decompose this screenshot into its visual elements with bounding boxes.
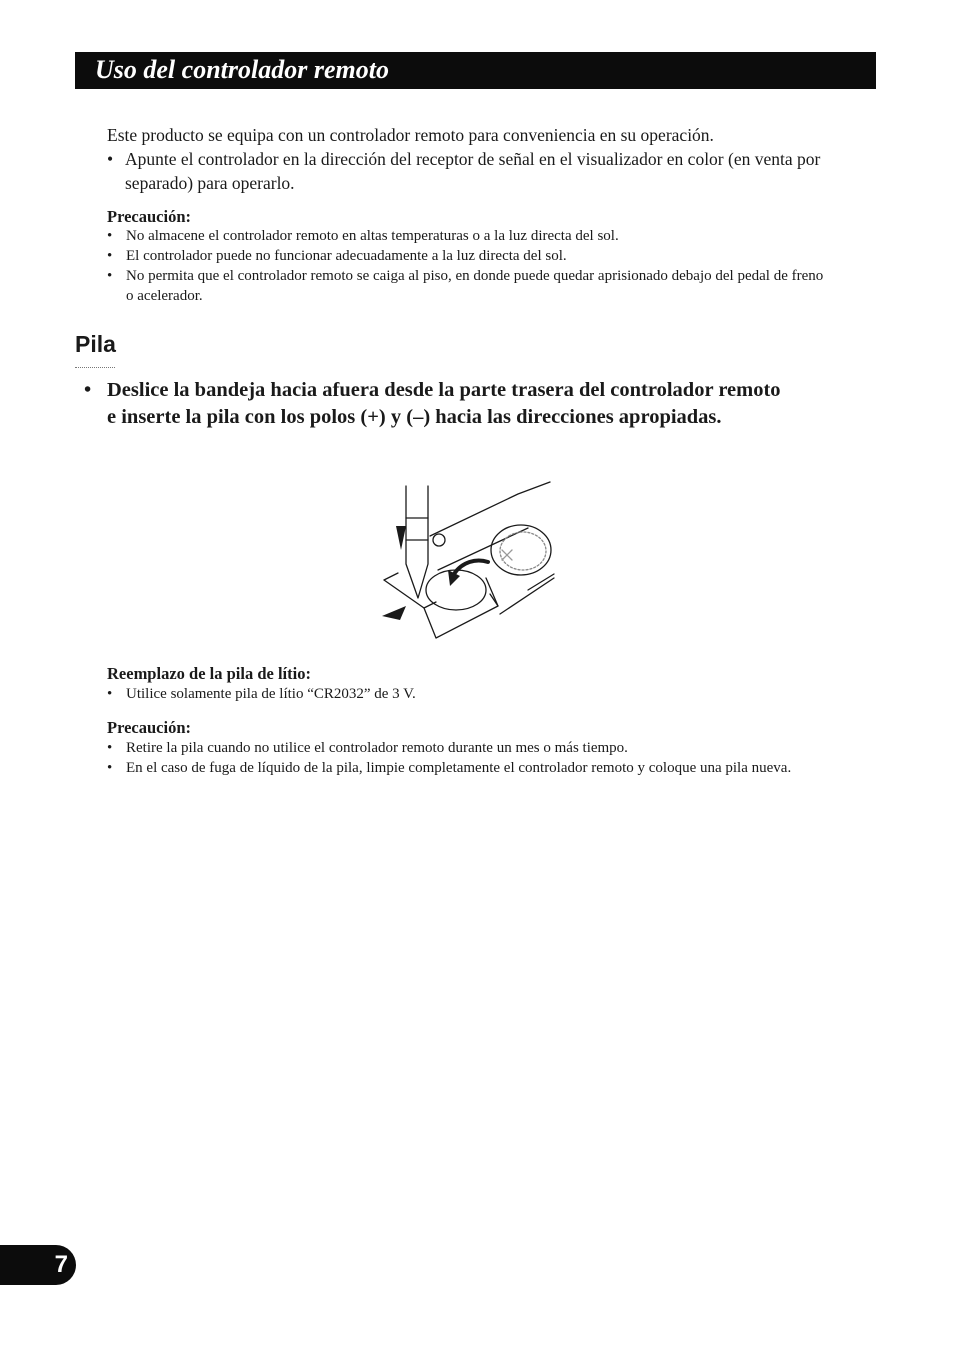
list-item (107, 246, 832, 266)
replacement-heading: Reemplazo de la pila de lítio: (107, 664, 311, 683)
caution-list (107, 738, 832, 778)
list-item-text: Retire la pila cuando no utilice el controlador remoto durante un mes o más tiempo. (126, 740, 628, 756)
intro-bullet-text: Apunte el controlador en la dirección del receptor de señal en el visualizador en color (en venta por separado) para operarlo. (125, 149, 821, 193)
list-item-text: Utilice solamente pila de lítio “CR2032” de 3 V. (126, 686, 416, 702)
page-number-badge (0, 1245, 76, 1285)
list-item (107, 684, 832, 704)
caution-list (107, 226, 832, 306)
list-item (107, 738, 832, 758)
bullet-dot: • (107, 149, 114, 169)
remote-battery-tray-illustration (378, 478, 558, 640)
bullet-dot: • (107, 686, 113, 702)
slide-arrow-icon (382, 606, 406, 620)
intro-paragraph: Este producto se equipa con un controlador remoto para conveniencia en su operación. (107, 125, 714, 145)
bullet-dot: • (84, 379, 92, 401)
list-item-text: No permita que el controlador remoto se caiga al piso, en donde puede quedar aprisionado debajo del pedal de freno o acelerador. (126, 268, 824, 304)
list-item (107, 226, 832, 246)
bullet-dot: • (107, 268, 113, 284)
bullet-dot: • (107, 740, 113, 756)
heading-underline (75, 367, 115, 368)
list-item-text: En el caso de fuga de líquido de la pila, limpie completamente el controlador remoto y coloque una pila nueva. (126, 760, 792, 776)
down-arrow-icon (396, 526, 406, 550)
intro-bullet (107, 147, 827, 195)
replacement-list (107, 684, 832, 704)
caution-heading: Precaución: (107, 207, 192, 226)
battery-instruction-text: Deslice la bandeja hacia afuera desde la parte trasera del controlador remoto e inserte la pila con los polos (+) y (–) hacia las direcciones apropiadas. (107, 379, 781, 428)
bullet-dot: • (107, 228, 113, 244)
caution-heading: Precaución: (107, 718, 192, 737)
intro-block (107, 123, 827, 195)
list-item-text: El controlador puede no funcionar adecuadamente a la luz directa del sol. (126, 248, 567, 264)
pila-heading: Pila (75, 331, 116, 357)
section-title: Uso del controlador remoto (95, 55, 389, 84)
bullet-dot: • (107, 760, 113, 776)
bullet-dot: • (107, 248, 113, 264)
list-item (107, 266, 832, 306)
battery-instruction (84, 377, 784, 430)
list-item-text: No almacene el controlador remoto en altas temperaturas o a la luz directa del sol. (126, 228, 619, 244)
section-title-bar (75, 52, 876, 89)
page-number: 7 (54, 1251, 68, 1278)
list-item (107, 758, 832, 778)
